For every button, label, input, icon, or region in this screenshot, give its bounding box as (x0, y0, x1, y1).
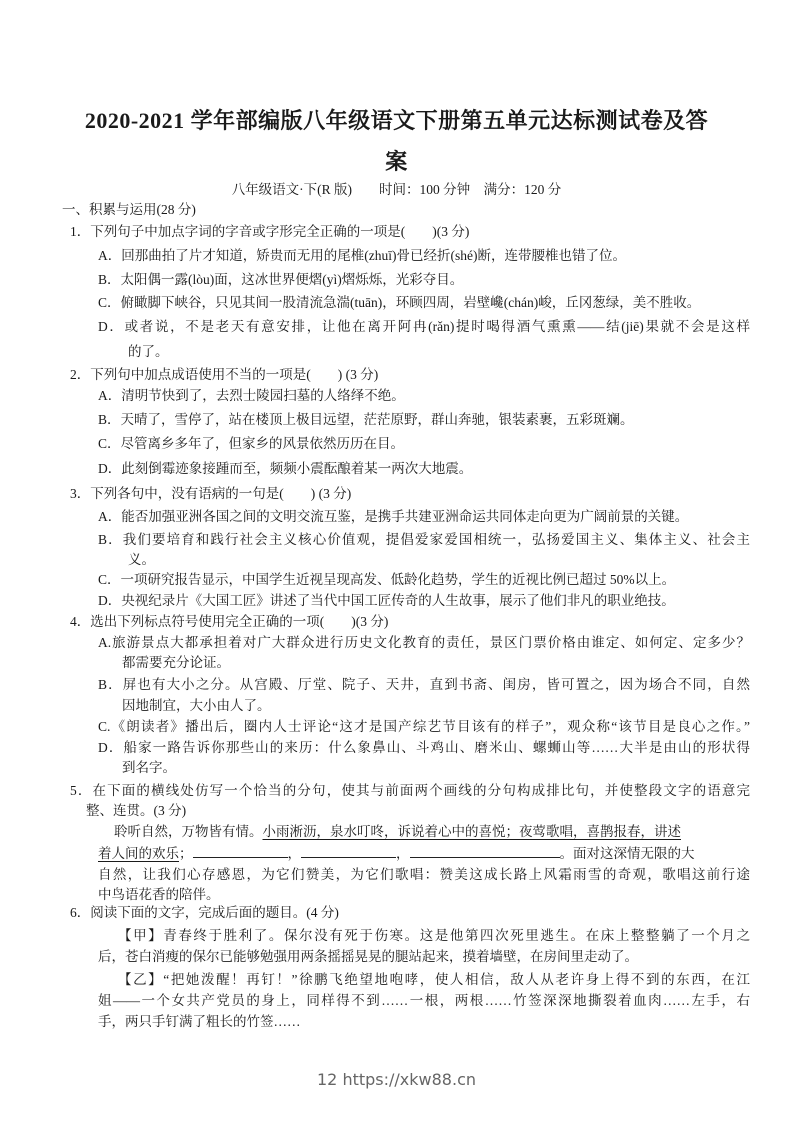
q5-paragraph-line4: 中鸟语花香的陪伴。 (98, 887, 220, 902)
q5-blank-3[interactable] (410, 843, 560, 858)
question-2-stem: 2．下列句中加点成语使用不当的一项是( ) (3 分) (70, 367, 379, 382)
section-heading: 一、积累与运用(28 分) (62, 202, 196, 217)
page-footer: 12 https://xkw88.cn (317, 1070, 476, 1089)
q5-underlined-clause-1: 小雨淅沥，泉水叮咚，诉说着心中的喜悦；夜莺歌唱，喜鹊报春，讲述 (262, 824, 681, 839)
q5-comma-1: ， (287, 846, 301, 861)
q4-option-a-cont: 都需要充分论证。 (122, 655, 230, 670)
q2-option-c: C．尽管离乡多年了，但家乡的风景依然历历在目。 (98, 436, 405, 451)
q4-option-a: A.旅游景点大都承担着对广大群众进行历史文化教育的责任，景区门票价格由谁定、如何定、定多少？ (98, 635, 750, 650)
q5-semicolon: ； (179, 846, 193, 861)
q4-option-d: D．船家一路告诉你那些山的来历：什么象鼻山、斗鸡山、磨米山、螺蛳山等……大半是由山的形状得 (98, 740, 750, 755)
q3-option-c: C．一项研究报告显示，中国学生近视呈现高发、低龄化趋势，学生的近视比例已超过 50%以上。 (98, 572, 676, 587)
q2-option-d: D．此刻倒霉迹象接踵而至，频频小震酝酿着某一两次大地震。 (98, 461, 473, 476)
q1-option-a: A．回那曲拍了片才知道，矫贵而无用的尾椎(zhuī)骨已经折(shé)断，连带腰椎也错了位。 (98, 248, 626, 263)
q5-blank-2[interactable] (301, 843, 396, 858)
q5-underlined-clause-2: 着人间的欢乐 (98, 846, 179, 861)
q2-option-a: A．清明节快到了，去烈士陵园扫墓的人络绎不绝。 (98, 388, 405, 403)
q6-passage-yi-line1: 【乙】“把她泼醒！再钉！”徐鹏飞绝望地咆哮，使人相信，敌人从老许身上得不到的东西，在江 (118, 972, 750, 987)
q3-option-a: A．能否加强亚洲各国之间的文明交流互鉴，是携手共建亚洲命运共同体走向更为广阔前景的关键。 (98, 509, 689, 524)
doc-title-line1: 2020-2021 学年部编版八年级语文下册第五单元达标测试卷及答 (84, 108, 709, 133)
q3-option-b-cont: 义。 (128, 552, 155, 567)
q5-comma-2: ， (396, 846, 410, 861)
q1-option-d-cont: 的了。 (128, 344, 169, 359)
q5-paragraph-line1 (114, 822, 681, 842)
q6-passage-jia-line1: 【甲】青春终于胜利了。保尔没有死于伤寒。这是他第四次死里逃生。在床上整整躺了一个月之 (118, 928, 750, 943)
q6-passage-jia-line2: 后，苍白消瘦的保尔已能够勉强用两条摇摇晃晃的腿站起来，摸着墙壁，在房间里走动了。 (98, 949, 638, 964)
question-4-stem: 4．选出下列标点符号使用完全正确的一项( )(3 分) (70, 614, 389, 629)
q3-option-b: B．我们要培育和践行社会主义核心价值观，提倡爱家爱国相统一，弘扬爱国主义、集体主义、社会主 (98, 532, 750, 547)
question-5-stem: 5．在下面的横线处仿写一个恰当的分句，使其与前面两个画线的分句构成排比句，并使整段文字的语意完 (70, 783, 750, 798)
q1-option-b: B．太阳偶一露(lòu)面，这冰世界便熠(yì)熠烁烁，光彩夺目。 (98, 272, 464, 287)
q6-passage-yi-line3: 手，两只手钉满了粗长的竹签…… (98, 1014, 301, 1029)
q5-paragraph-line3: 自然，让我们心存感恩，为它们赞美，为它们歌唱：赞美这成长路上风霜雨雪的奇观，歌唱这前行途 (98, 867, 750, 882)
question-1-stem: 1．下列句子中加点字词的字音或字形完全正确的一项是( )(3 分) (70, 224, 470, 239)
q4-option-b: B．屏也有大小之分。从宫殿、厅堂、院子、天井，直到书斋、闺房，皆可置之，因为场合不同，自然 (98, 677, 750, 692)
q4-option-d-cont: 到名字。 (122, 760, 176, 775)
q1-option-c: C．俯瞰脚下峡谷，只见其间一股清流急湍(tuān)，环顾四周，岩壁巉(chán)峻，丘冈葱绿，美不胜收。 (98, 295, 701, 310)
q4-option-b-cont: 因地制宜，大小由人了。 (122, 698, 271, 713)
q6-passage-yi-line2: 姐——一个女共产党员的身上，同样得不到……一根，两根……竹签深深地撕裂着血肉……左手，右 (98, 993, 750, 1008)
q3-option-d: D．央视纪录片《大国工匠》讲述了当代中国工匠传奇的人生故事，展示了他们非凡的职业绝技。 (98, 593, 675, 608)
question-3-stem: 3．下列各句中，没有语病的一句是( ) (3 分) (70, 486, 352, 501)
question-6-stem: 6．阅读下面的文字，完成后面的题目。(4 分) (70, 905, 339, 920)
q5-lead-text: 聆听自然，万物皆有情。 (114, 824, 263, 839)
doc-title-line2: 案 (385, 149, 408, 174)
q1-option-d: D．或者说，不是老天有意安排，让他在离开阿冉(rǎn)提时喝得酒气熏熏——结(jiē)果就不会是这样 (98, 319, 750, 334)
q2-option-b: B．天晴了，雪停了，站在楼顶上极目远望，茫茫原野，群山奔驰，银装素裹，五彩斑斓。 (98, 412, 634, 427)
doc-subtitle: 八年级语文·下(R 版) 时间：100 分钟 满分：120 分 (231, 182, 562, 197)
q5-line2-end: 。面对这深情无限的大 (559, 846, 695, 861)
q5-blank-1[interactable] (193, 843, 288, 858)
q4-option-c: C.《朗读者》播出后，圈内人士评论“这才是国产综艺节目该有的样子”，观众称“该节目是良心之作。” (98, 719, 750, 734)
question-5-stem-cont: 整、连贯。(3 分) (86, 803, 187, 818)
q5-paragraph-line2 (98, 843, 695, 864)
